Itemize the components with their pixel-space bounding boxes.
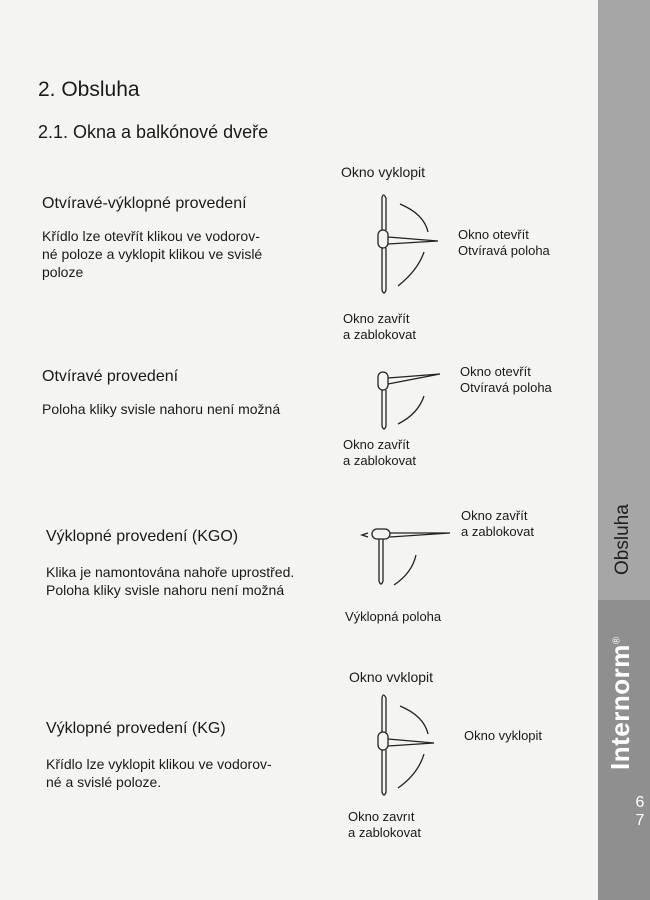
block1-text-line: Křídlo lze otevřít klikou ve vodorov- [42, 228, 260, 244]
handle-down [382, 248, 386, 293]
window-handle-diagram [360, 688, 460, 808]
block1-label-right [458, 227, 550, 259]
label-line: a zablokovat [343, 453, 416, 468]
block2-label-right [460, 364, 552, 396]
block2-text [42, 400, 280, 418]
window-handle-diagram [360, 360, 460, 435]
label-line: Otvíravá poloha [460, 380, 552, 395]
block4-text-line: Křídlo lze vyklopit klikou ve vodorov- [46, 756, 272, 772]
page-title: 2. Obsluha [38, 78, 140, 101]
handle-rosette [378, 732, 388, 750]
label-line: Okno zavřít [461, 508, 528, 523]
block3-text-line: Klika je namontována nahoře uprostřed. [46, 564, 295, 580]
block1-label-bottom [343, 311, 416, 343]
block2-text-line: Poloha kliky svisle nahoru není možná [42, 401, 281, 417]
handle-rosette [372, 529, 390, 539]
block4-text [46, 755, 272, 791]
block3-heading: Výklopné provedení (KGO) [46, 528, 239, 545]
block1-text [42, 227, 262, 281]
block4-label-right: Okno vyklopit [464, 728, 543, 743]
block2-heading: Otvíravé provedení [42, 368, 179, 385]
block1-text-line: poloze [42, 264, 84, 280]
rotation-arrow-lower [398, 754, 424, 788]
block3-text [46, 563, 294, 599]
handle-right [388, 237, 438, 244]
block3-label-right [461, 508, 534, 540]
label-line: a zablokovat [343, 327, 416, 342]
label-line: Okno zavřít [343, 437, 410, 452]
handle-down [379, 539, 383, 584]
rotation-arrow [394, 555, 416, 585]
block4-label-bottom [348, 809, 421, 841]
handle-up [382, 695, 386, 732]
rotation-arrow-upper [400, 204, 428, 232]
label-line: a zablokovat [348, 825, 421, 840]
block3-text-line: Poloha kliky svisle nahoru není možná [46, 582, 285, 598]
window-handle-diagram [360, 190, 460, 305]
page-number: 6 [635, 794, 645, 811]
page-numbers [632, 794, 648, 830]
handle-down [382, 390, 386, 429]
block2-label-bottom [343, 437, 416, 469]
handle-rosette [378, 372, 388, 390]
label-line: Okno zavřít [343, 311, 410, 326]
label-line: Okno otevřít [460, 364, 531, 379]
handle-left [362, 533, 368, 537]
block4-text-line: né a svislé poloze. [46, 774, 162, 790]
section-subtitle: 2.1. Okna a balkónové dveře [38, 122, 269, 142]
label-line: Okno otevřít [458, 227, 529, 242]
rotation-arrow [398, 396, 424, 424]
label-line: Okno zavrıt [348, 809, 415, 824]
block1-heading: Otvíravé-výklopné provedení [42, 195, 247, 212]
handle-right [388, 739, 434, 746]
block3-label-bottom: Výklopná poloha [345, 609, 442, 624]
brand-logo [605, 636, 636, 770]
handle-up [382, 195, 386, 230]
label-line: Otvíravá poloha [458, 243, 550, 258]
rotation-arrow-lower [398, 252, 424, 286]
handle-right [388, 374, 440, 384]
sidebar-section-label: Obsluha [612, 504, 633, 575]
window-handle-diagram [350, 515, 460, 600]
label-line: a zablokovat [461, 524, 534, 539]
block1-text-line: né poloze a vyklopit klikou ve svislé [42, 246, 263, 262]
rotation-arrow-upper [400, 706, 428, 734]
block1-label-top: Okno vyklopit [341, 164, 426, 180]
brand-name: Internorm [605, 644, 635, 770]
block4-heading: Výklopné provedení (KG) [46, 720, 226, 737]
block4-label-top: Okno vvklopit [349, 669, 434, 685]
page-number: 7 [635, 812, 645, 829]
handle-down [382, 750, 386, 795]
brand-mark: ® [611, 636, 623, 645]
handle-right [390, 533, 450, 537]
handle-rosette [378, 230, 388, 248]
